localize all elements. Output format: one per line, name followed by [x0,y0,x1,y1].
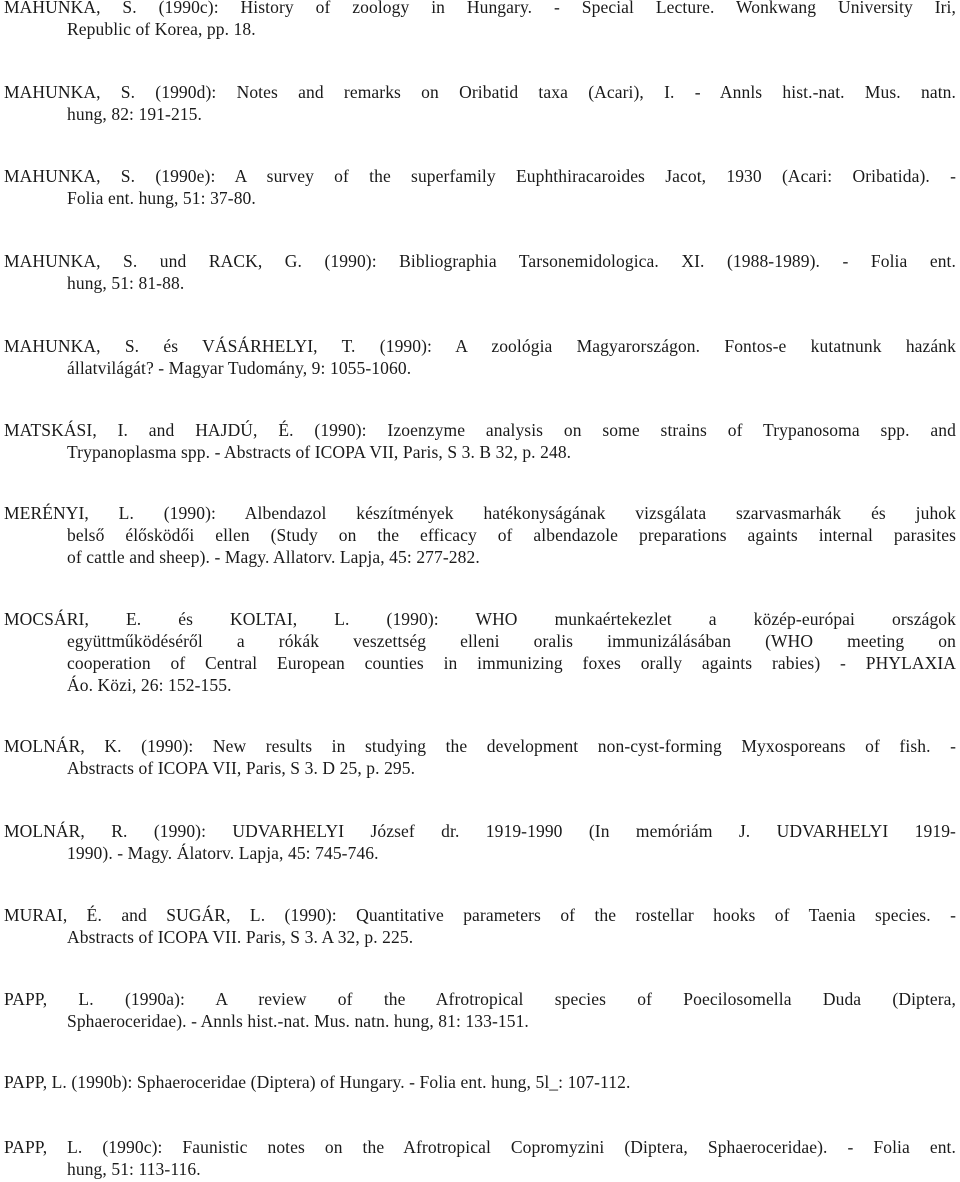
reference-line: 1990). - Magy. Álatorv. Lapja, 45: 745-746. [67,843,379,863]
reference-line: MAHUNKA, S. és VÁSÁRHELYI, T. (1990): A zoológia Magyarországon. Fontos-e kutatnunk hazánk [4,336,956,356]
reference-line: Abstracts of ICOPA VII, Paris, S 3. D 25, p. 295. [67,758,416,778]
reference-entry [4,735,956,779]
reference-line: MURAI, É. and SUGÁR, L. (1990): Quantitative parameters of the rostellar hooks of Taenia species. - [4,905,956,925]
reference-line: MOLNÁR, R. (1990): UDVARHELYI József dr. 1919-1990 (In memóriám J. UDVARHELYI 1919- [4,821,956,841]
reference-line: MAHUNKA, S. (1990c): History of zoology in Hungary. - Special Lecture. Wonkwang University Iri, [4,0,956,17]
reference-line: cooperation of Central European counties in immunizing foxes orally againts rabies) - PHYLAXIA [67,653,956,673]
reference-line: of cattle and sheep). - Magy. Allatorv. Lapja, 45: 277-282. [67,547,480,567]
reference-entry [4,988,956,1032]
reference-entry [4,608,956,696]
reference-line: Áo. Közi, 26: 152-155. [67,675,232,695]
reference-entry [4,165,956,209]
reference-entry [4,81,956,125]
reference-line: együttműködéséről a rókák veszettség elleni oralis immunizálásában (WHO meeting on [67,631,956,651]
reference-line: MERÉNYI, L. (1990): Albendazol készítmények hatékonyságának vizsgálata szarvasmarhák és juhok [4,503,956,523]
reference-entry [4,419,956,463]
reference-line: PAPP, L. (1990b): Sphaeroceridae (Diptera) of Hungary. - Folia ent. hung, 5l_: 107-112. [4,1072,631,1092]
reference-line: MOCSÁRI, E. és KOLTAI, L. (1990): WHO munkaértekezlet a közép-európai országok [4,609,956,629]
reference-line: MOLNÁR, K. (1990): New results in studying the development non-cyst-forming Myxosporeans of fish. - [4,736,956,756]
reference-line: PAPP, L. (1990a): A review of the Afrotropical species of Poecilosomella Duda (Diptera, [4,989,956,1009]
reference-line: Trypanoplasma spp. - Abstracts of ICOPA VII, Paris, S 3. B 32, p. 248. [67,442,572,462]
reference-line: hung, 51: 81-88. [67,273,185,293]
reference-entry [4,1071,956,1093]
reference-line: PAPP, L. (1990c): Faunistic notes on the Afrotropical Copromyzini (Diptera, Sphaeroceridae). - Folia ent. [4,1137,956,1157]
reference-line: Republic of Korea, pp. 18. [67,19,256,39]
reference-line: Abstracts of ICOPA VII. Paris, S 3. A 32, p. 225. [67,927,414,947]
reference-line: hung, 51: 113-116. [67,1159,201,1179]
reference-entry [4,820,956,864]
reference-line: Folia ent. hung, 51: 37-80. [67,188,256,208]
reference-line: MAHUNKA, S. (1990d): Notes and remarks on Oribatid taxa (Acari), I. - Annls hist.-nat. Mus. natn. [4,82,956,102]
reference-entry [4,904,956,948]
reference-line: Sphaeroceridae). - Annls hist.-nat. Mus. natn. hung, 81: 133-151. [67,1011,529,1031]
reference-line: állatvilágát? - Magyar Tudomány, 9: 1055-1060. [67,358,412,378]
reference-line: MAHUNKA, S. und RACK, G. (1990): Bibliographia Tarsonemidologica. XI. (1988-1989). - Folia ent. [4,251,956,271]
reference-entry [4,250,956,294]
reference-entry [4,1136,956,1180]
reference-line: MAHUNKA, S. (1990e): A survey of the superfamily Euphthiracaroides Jacot, 1930 (Acari: Oribatida). - [4,166,956,186]
reference-entry [4,0,956,40]
reference-line: MATSKÁSI, I. and HAJDÚ, É. (1990): Izoenzyme analysis on some strains of Trypanosoma spp. and [4,420,956,440]
reference-entry [4,502,956,568]
reference-entry [4,335,956,379]
reference-line: hung, 82: 191-215. [67,104,202,124]
reference-line: belső élősködői ellen (Study on the efficacy of albendazole preparations againts internal parasites [67,525,956,545]
